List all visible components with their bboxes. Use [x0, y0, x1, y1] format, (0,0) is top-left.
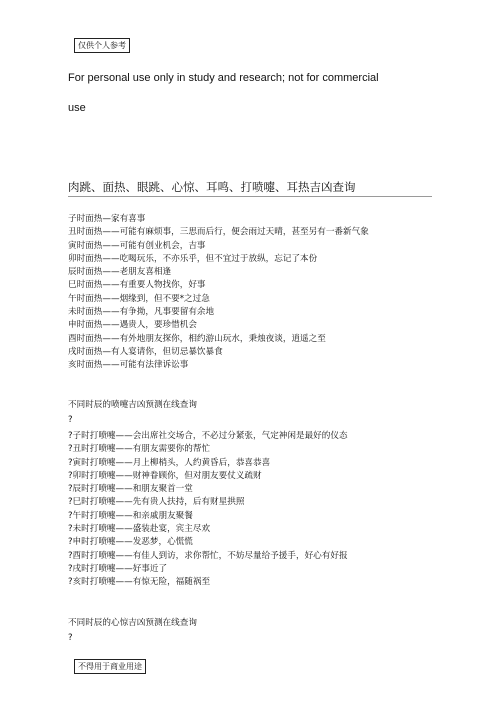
list-item: ?巳时打喷嚏——先有贵人扶持，后有财星拱照	[68, 497, 245, 508]
english-notice-line1: For personal use only in study and research; not for commercial	[68, 72, 379, 84]
heart-question-mark: ?	[68, 633, 73, 643]
list-item: 巳时面热——有重要人物找你，好事	[68, 280, 206, 291]
list-item: 子时面热—家有喜事	[68, 214, 146, 224]
page-heading: 肉跳、面热、眼跳、心惊、耳鸣、打喷嚏、耳热吉凶查询	[68, 180, 356, 194]
list-item: ?卯时打喷嚏——财神眷顾你，但对朋友要仗义疏财	[68, 470, 262, 481]
heart-section-title: 不同时辰的心惊吉凶预测在线查询	[68, 618, 197, 628]
list-item: ?午时打喷嚏——和亲戚朋友聚餐	[68, 510, 193, 521]
list-item: 未时面热——有争拗，凡事要留有余地	[68, 307, 215, 318]
sneeze-list	[68, 430, 348, 590]
list-item: 丑时面热——可能有麻烦事，三思而后行，便会雨过天晴，甚至另有一番新气象	[68, 227, 369, 238]
sneeze-section-title: 不同时辰的喷嚏吉凶预测在线查询	[68, 400, 197, 410]
footer-label: 不得用于商业用途	[74, 659, 146, 674]
heading-divider	[68, 196, 432, 197]
list-item: ?丑时打喷嚏——有朋友需要你的帮忙	[68, 444, 211, 455]
list-item: 申时面热——遇贵人，要珍惜机会	[68, 320, 197, 331]
list-item: ?寅时打喷嚏——月上柳梢头，人约黄昏后，恭喜恭喜	[68, 457, 271, 468]
list-item: ?酉时打喷嚏——有佳人到访，求你帮忙，不妨尽量给予援手，好心有好报	[68, 550, 348, 561]
list-item: ?戌时打喷嚏——好事近了	[68, 563, 168, 574]
header-label: 仅供个人参考	[74, 38, 130, 53]
list-item: 酉时面热——有外地朋友探你，相约游山玩水，秉烛夜谈，逍遥之至	[68, 333, 326, 344]
list-item: 卯时面热——吃喝玩乐，不亦乐乎，但不宜过于放纵，忘记了本份	[68, 253, 318, 264]
list-item: ?未时打喷嚏——盛装赴宴，宾主尽欢	[68, 524, 211, 535]
english-notice-line2: use	[68, 102, 86, 114]
list-item: 辰时面热——老朋友喜相逢	[68, 267, 172, 278]
list-item: 亥时面热——可能有法律诉讼事	[68, 360, 189, 371]
list-item: 午时面热——烟缘到，但不要*之过急	[68, 293, 210, 304]
list-item: ?申时打喷嚏——发恶梦，心慌慌	[68, 537, 193, 548]
list-item: ?子时打喷嚏——会出席社交场合，不必过分紧张，气定神闲是最好的仪态	[68, 431, 348, 441]
list-item: 戌时面热—有人宴请你，但切忌暴饮暴食	[68, 346, 223, 357]
sneeze-question-mark: ?	[68, 415, 73, 425]
list-item: ?辰时打喷嚏——和朋友聚首一堂	[68, 484, 193, 495]
list-item: ?亥时打喷嚏——有惊无险，福随祸至	[68, 577, 211, 588]
list-item: 寅时面热——可能有创业机会，吉事	[68, 240, 206, 251]
face-heat-list	[68, 213, 369, 373]
